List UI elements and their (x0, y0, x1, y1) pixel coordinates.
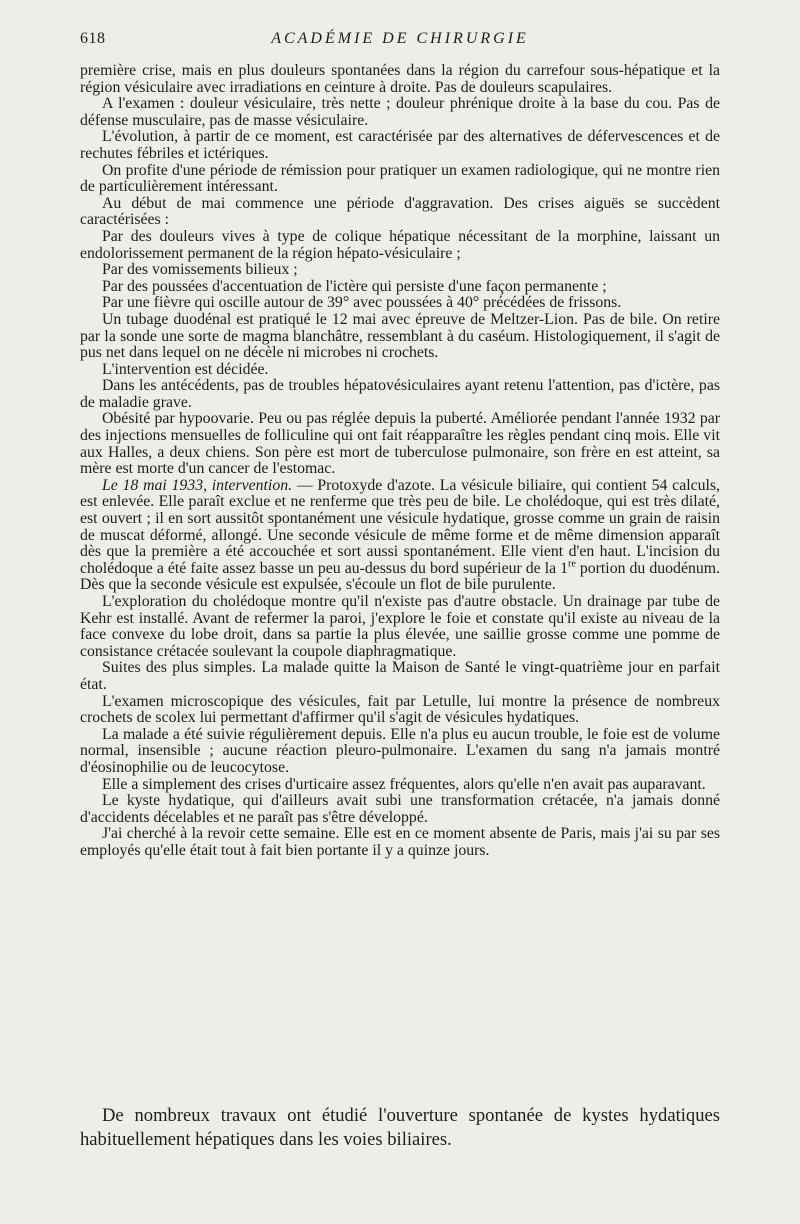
paragraph: Par des vomissements bilieux ; (102, 261, 298, 279)
paragraph: A l'examen : douleur vésiculaire, très nette ; douleur phrénique droite à la base du cou. Pas de défense musculaire, pas de masse vésiculaire. (80, 95, 720, 129)
paragraph: Obésité par hypoovarie. Peu ou pas réglée depuis la puberté. Améliorée pendant l'année 1932 par des injections mensuelles de folliculine qui ont fait réapparaître les règles pendant cinq mois. Elle vit aux Halles, a deux chiens. Son père est mort de tuberculose pulmonaire, son frère en est atteint, sa mère est morte d'un cancer de l'estomac. (80, 410, 720, 478)
ordinal-superscript: re (568, 558, 576, 570)
paragraph: J'ai cherché à la revoir cette semaine. Elle est en ce moment absente de Paris, mais j'ai su par ses employés qu'elle était tout à fait bien portante il y a quinze jours. (80, 825, 720, 859)
paragraph: Le kyste hydatique, qui d'ailleurs avait subi une transformation crétacée, n'a jamais donné d'accidents décelables et ne paraît pas s'être développé. (80, 792, 720, 826)
paragraph: Par une fièvre qui oscille autour de 39° avec poussées à 40° précédées de frissons. (102, 294, 622, 312)
paragraph: L'évolution, à partir de ce moment, est caractérisée par des alternatives de défervescences et de rechutes fébriles et ictériques. (80, 128, 720, 162)
paragraph: première crise, mais en plus douleurs spontanées dans la région du carrefour sous-hépatique et la région vésiculaire avec irradiations en ceinture à droite. Pas de douleurs scapulaires. (80, 62, 720, 96)
operation-paragraph (80, 478, 720, 594)
paragraph: L'exploration du cholédoque montre qu'il n'existe pas d'autre obstacle. Un drainage par tube de Kehr est installé. Avant de refermer la paroi, j'explore le foie et constate qu'il existe au niveau de la face convexe du lobe droit, dans sa partie la plus élevée, une saillie grosse comme une pomme de consistance crétacée soulevant la coupole diaphragmatique. (80, 593, 720, 660)
page-header (80, 30, 720, 54)
paragraph: Par des douleurs vives à type de colique hépatique nécessitant de la morphine, laissant un endolorissement permanent de la région hépato-vésiculaire ; (80, 227, 720, 262)
operation-text-part1: — Protoxyde d'azote. La vésicule biliaire, qui contient 54 calculs, est enlevée. Elle paraît exclue et ne renferme que très peu de bile. Le cholédoque, qui est très dilaté, est ouvert ; il en sort aussitôt spontanément une vésicule hydatique, grosse comme un grain de raisin de muscat déformé, allongé. Une seconde vésicule de même forme et de même dimension apparaît dès que la première a été accouchée et sort aussi spontanément. Elle vient d'en haut. L'incision du cholédoque a été faite assez basse un peu au-dessus du bord supérieur de la 1 (80, 476, 720, 577)
body-text (80, 63, 720, 860)
paragraph: Suites des plus simples. La malade quitte la Maison de Santé le vingt-quatrième jour en parfait état. (80, 659, 720, 693)
running-title: ACADÉMIE DE CHIRURGIE (271, 30, 529, 47)
discussion-text (80, 1104, 720, 1152)
paragraph: Elle a simplement des crises d'urticaire assez fréquentes, alors qu'elle n'en avait pas auparavant. (102, 775, 706, 793)
operation-date: Le 18 mai 1933, intervention. (102, 476, 293, 494)
closing-paragraph: De nombreux travaux ont étudié l'ouverture spontanée de kystes hydatiques habituellement hépatiques dans les voies biliaires. (80, 1105, 720, 1150)
paragraph: Dans les antécédents, pas de troubles hépatovésiculaires ayant retenu l'attention, pas d'ictère, pas de maladie grave. (80, 377, 720, 411)
paragraph: Au début de mai commence une période d'aggravation. Des crises aiguës se succèdent caractérisées : (80, 194, 720, 229)
paragraph: Un tubage duodénal est pratiqué le 12 mai avec épreuve de Meltzer-Lion. Pas de bile. On retire par la sonde une sorte de magma blanchâtre, ressemblant à du caséum. Histologiquement, il s'agit de pus net dans lequel on ne décèle ni microbes ni crochets. (80, 310, 720, 362)
paragraph: On profite d'une période de rémission pour pratiquer un examen radiologique, qui ne montre rien de particulièrement intéressant. (80, 161, 720, 196)
paragraph: Par des poussées d'accentuation de l'ictère qui persiste d'une façon permanente ; (102, 277, 607, 295)
paragraph: La malade a été suivie régulièrement depuis. Elle n'a plus eu aucun trouble, le foie est de volume normal, insensible ; aucune réaction pleuro-pulmonaire. L'examen du sang n'a jamais montré d'éosinophilie ou de leucocytose. (80, 725, 720, 776)
paragraph: L'examen microscopique des vésicules, fait par Letulle, lui montre la présence de nombreux crochets de scolex lui permettant d'affirmer qu'il s'agit de vésicules hydatiques. (80, 692, 720, 727)
operation-text-part2: portion du duodénum. Dès que la seconde vésicule est expulsée, s'écoule un flot de bile purulente. (80, 559, 720, 594)
page-number: 618 (80, 30, 106, 47)
paragraph: L'intervention est décidée. (102, 360, 269, 378)
